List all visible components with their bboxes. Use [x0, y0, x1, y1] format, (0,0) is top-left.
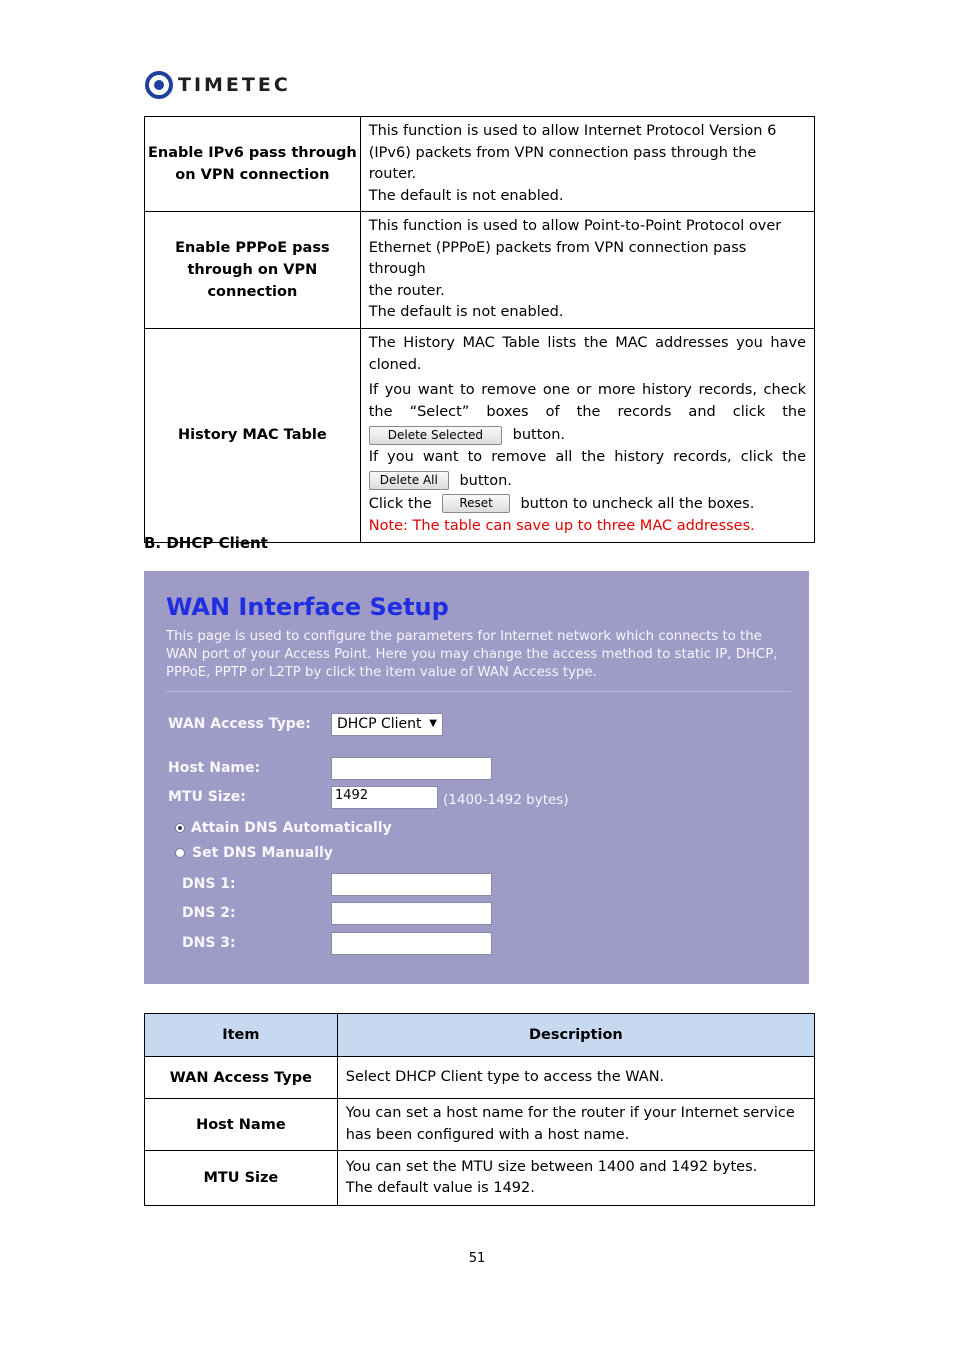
desc-line: The History MAC Table lists the MAC addresses you have — [368, 335, 806, 351]
section-title: B. DHCP Client — [144, 534, 268, 552]
desc-text: button to uncheck all the boxes. — [520, 495, 755, 512]
dns-auto-radio[interactable] — [175, 823, 185, 833]
dns1-input[interactable] — [331, 873, 492, 896]
timetec-logo — [144, 68, 291, 102]
desc-line: The default value is 1492. — [345, 1180, 535, 1196]
item-cell: Host Name — [145, 1099, 338, 1151]
table-row — [145, 1099, 815, 1151]
host-name-input[interactable] — [331, 757, 492, 780]
item-text: Enable PPPoE pass through on VPN connection — [175, 239, 330, 300]
dns-auto-label: Attain DNS Automatically — [191, 820, 392, 836]
dns3-input[interactable] — [331, 932, 492, 955]
wan-intro: This page is used to configure the parameters for Internet network which connects to the WAN port of your Access Point. Here you may change the access method to static IP, DHCP, PPPoE, PPTP or L2TP by click the item value of WAN Access type. — [166, 629, 778, 680]
desc-text: button. — [459, 472, 512, 489]
item-cell: WAN Access Type — [145, 1057, 338, 1099]
wan-access-type-label: WAN Access Type: — [168, 716, 311, 732]
desc-line: (IPv6) packets from VPN connection pass through the router. — [368, 144, 757, 182]
timetec-ring-icon — [144, 70, 174, 100]
desc-line: the router. — [368, 282, 445, 299]
page-number: 51 — [468, 1251, 486, 1266]
desc-line: has been configured with a host name. — [345, 1126, 630, 1143]
dns-manual-label: Set DNS Manually — [192, 845, 333, 861]
item-text: History MAC Table — [178, 427, 327, 443]
item-cell — [145, 117, 361, 212]
desc-line: This function is used to allow Point-to-Point Protocol over — [368, 218, 782, 234]
desc-line: The default is not enabled. — [368, 187, 564, 204]
note-text: Note: The table can save up to three MAC addresses. — [368, 517, 755, 534]
table-row — [145, 328, 815, 542]
desc-line: This function is used to allow Internet Protocol Version 6 — [368, 123, 777, 139]
header-item: Item — [145, 1014, 338, 1057]
host-name-label: Host Name: — [168, 760, 261, 776]
wan-title: WAN Interface Setup — [166, 593, 449, 621]
desc-line: If you want to remove all the history records, click the — [368, 449, 806, 465]
item-cell — [145, 212, 361, 329]
item-text: Enable IPv6 pass through on VPN connection — [148, 145, 357, 183]
chevron-down-icon: ▼ — [429, 718, 437, 729]
table-header-row — [145, 1014, 815, 1057]
dns2-input[interactable] — [331, 902, 492, 925]
dhcp-description-table — [144, 1013, 815, 1206]
desc-line: Ethernet (PPPoE) packets from VPN connection pass through — [368, 239, 747, 277]
divider — [166, 691, 791, 692]
reset-button[interactable]: Reset — [442, 494, 510, 513]
header-description: Description — [337, 1014, 814, 1057]
description-cell — [360, 212, 814, 329]
desc-line: the “Select” boxes of the records and click the — [368, 403, 806, 420]
description-cell — [337, 1151, 814, 1206]
table-row — [145, 1057, 815, 1099]
desc-text: button. — [512, 427, 566, 443]
dns1-label: DNS 1: — [182, 876, 236, 892]
desc-line: You can set a host name for the router if your Internet service — [345, 1105, 795, 1121]
description-cell — [360, 117, 814, 212]
dns3-label: DNS 3: — [182, 935, 236, 951]
item-cell: MTU Size — [145, 1151, 338, 1206]
desc-line: If you want to remove one or more history records, check — [368, 382, 806, 398]
desc-line: Select DHCP Client type to access the WAN. — [345, 1068, 665, 1085]
mtu-size-input[interactable]: 1492 — [331, 786, 438, 809]
delete-all-button[interactable]: Delete All — [369, 471, 449, 490]
select-value: DHCP Client — [337, 716, 422, 732]
table-row — [145, 1151, 815, 1206]
dns2-label: DNS 2: — [182, 905, 236, 921]
logo-text: TIMETEC — [178, 74, 291, 96]
dns-manual-radio[interactable] — [175, 848, 185, 858]
table-row — [145, 117, 815, 212]
description-cell — [337, 1057, 814, 1099]
description-cell — [337, 1099, 814, 1151]
table-row — [145, 212, 815, 329]
mtu-hint: (1400-1492 bytes) — [443, 792, 569, 808]
delete-selected-button[interactable]: Delete Selected — [369, 426, 502, 445]
description-cell — [360, 328, 814, 542]
mtu-size-label: MTU Size: — [168, 789, 246, 805]
wan-access-type-select[interactable] — [331, 713, 443, 736]
wan-setup-screenshot — [144, 571, 809, 984]
desc-line: cloned. — [368, 356, 422, 373]
desc-line: You can set the MTU size between 1400 and 1492 bytes. — [345, 1158, 758, 1175]
desc-text: Click the — [368, 495, 432, 512]
feature-table — [144, 116, 815, 543]
item-cell — [145, 328, 361, 542]
desc-line: The default is not enabled. — [368, 304, 564, 320]
